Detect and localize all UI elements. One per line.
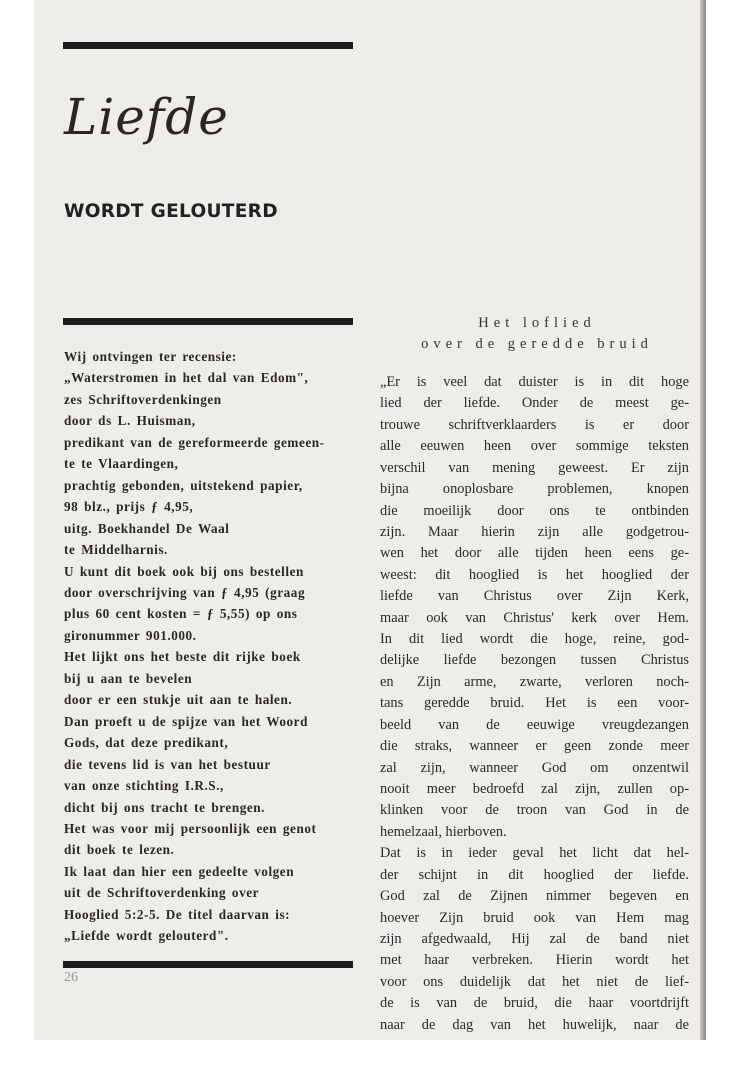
body-line: wen het door alle tijden heen eens ge- bbox=[380, 545, 689, 562]
intro-line: die tevens lid is van het bestuur bbox=[64, 756, 271, 772]
intro-line: door ds L. Huisman, bbox=[64, 413, 196, 429]
body-line: maar ook van Christus' kerk over Hem. bbox=[380, 609, 689, 626]
body-line: beeld van de eeuwige vreugdezangen bbox=[380, 716, 689, 733]
intro-line: Ik laat dan hier een gedeelte volgen bbox=[64, 863, 295, 879]
body-line: zijn afgedwaald, Hij zal de band niet bbox=[380, 930, 689, 947]
body-line: Dat is in ieder geval het licht dat hel- bbox=[380, 845, 689, 862]
section-rule bbox=[63, 318, 353, 325]
section-heading-line-1: Het loflied bbox=[478, 315, 596, 331]
intro-line: door overschrijving van ƒ 4,95 (graag bbox=[64, 584, 306, 600]
body-line: die moeilijk door ons te ontbinden bbox=[380, 502, 689, 519]
intro-line: dit boek te lezen. bbox=[64, 842, 175, 858]
intro-line: te Middelharnis. bbox=[64, 542, 168, 558]
body-line: nooit meer bedroefd zal zijn, zullen op- bbox=[380, 781, 689, 798]
intro-line: door er een stukje uit aan te halen. bbox=[64, 692, 293, 708]
intro-line: prachtig gebonden, uitstekend papier, bbox=[64, 477, 303, 493]
body-line: zijn. Maar hierin zijn alle godgetrou- bbox=[380, 523, 689, 540]
intro-line: predikant van de gereformeerde gemeen- bbox=[64, 434, 325, 450]
intro-line: uitg. Boekhandel De Waal bbox=[64, 520, 230, 536]
intro-line: van onze stichting I.R.S., bbox=[64, 778, 224, 794]
intro-line: zes Schriftoverdenkingen bbox=[64, 391, 222, 407]
body-line: en Zijn arme, zwarte, verloren noch- bbox=[380, 673, 689, 690]
intro-line: gironummer 901.000. bbox=[64, 627, 197, 643]
section-heading-line-2: over de geredde bruid bbox=[421, 336, 653, 352]
body-line: klinken voor de troon van God in de bbox=[380, 802, 689, 819]
top-rule bbox=[63, 42, 353, 49]
intro-line: Gods, dat deze predikant, bbox=[64, 735, 229, 751]
intro-line: bij u aan te bevelen bbox=[64, 670, 193, 686]
intro-line: Hooglied 5:2-5. De titel daarvan is: bbox=[64, 906, 291, 922]
intro-line: U kunt dit boek ook bij ons bestellen bbox=[64, 563, 304, 579]
intro-line: „Waterstromen in het dal van Edom", bbox=[64, 370, 309, 386]
body-line: bijna onoplosbare problemen, knopen bbox=[380, 481, 689, 498]
page-edge-shadow bbox=[700, 0, 706, 1040]
body-line: lied der liefde. Onder de meest ge- bbox=[380, 395, 689, 412]
body-line: tans geredde bruid. Het is een voor- bbox=[380, 695, 689, 712]
body-line: delijke liefde bezongen tussen Christus bbox=[380, 652, 689, 669]
body-line: hoever Zijn bruid ook van Hem mag bbox=[380, 909, 689, 926]
body-line: verschil van mening geweest. Er zijn bbox=[380, 459, 689, 476]
body-line: „Er is veel dat duister is in dit hoge bbox=[380, 374, 689, 390]
body-line: God zal de Zijnen nimmer begeven en bbox=[380, 888, 689, 905]
body-line: der schijnt in dit hooglied der liefde. bbox=[380, 866, 689, 883]
body-paragraph bbox=[380, 372, 689, 843]
bottom-rule bbox=[63, 961, 353, 968]
article-subtitle: WORDT GELOUTERD bbox=[64, 201, 278, 222]
body-line: voor ons duidelijk dat het niet de lief- bbox=[380, 973, 689, 990]
body-line: hemelzaal, hierboven. bbox=[380, 823, 507, 840]
page-number: 26 bbox=[64, 970, 78, 985]
intro-line: plus 60 cent kosten = ƒ 5,55) op ons bbox=[64, 606, 298, 622]
review-intro-column bbox=[64, 346, 354, 947]
intro-line: 98 blz., prijs ƒ 4,95, bbox=[64, 499, 194, 515]
article-body-column bbox=[380, 372, 689, 1036]
body-line: de is van de bruid, die haar voortdrijft bbox=[380, 995, 689, 1012]
body-line: met haar verbreken. Hierin wordt het bbox=[380, 952, 689, 969]
body-line: weest: dit hooglied is het hooglied der bbox=[380, 566, 689, 583]
intro-line: Wij ontvingen ter recensie: bbox=[64, 349, 237, 364]
body-line: liefde van Christus over Zijn Kerk, bbox=[380, 588, 689, 605]
intro-line: uit de Schriftoverdenking over bbox=[64, 885, 260, 901]
intro-line: Het lijkt ons het beste dit rijke boek bbox=[64, 649, 301, 665]
intro-line: Het was voor mij persoonlijk een genot bbox=[64, 820, 317, 836]
body-line: naar de dag van het huwelijk, naar de bbox=[380, 1016, 689, 1033]
body-line: trouwe schriftverklaarders is er door bbox=[380, 416, 689, 433]
body-paragraph bbox=[380, 843, 689, 1036]
intro-line: dicht bij ons tracht te brengen. bbox=[64, 799, 265, 815]
intro-line: Dan proeft u de spijze van het Woord bbox=[64, 713, 308, 729]
intro-line: te te Vlaardingen, bbox=[64, 456, 179, 472]
body-line: zal zijn, wanneer God om onzentwil bbox=[380, 759, 689, 776]
body-line: die straks, wanneer er geen zonde meer bbox=[380, 738, 689, 755]
body-line: In dit lied wordt die hoge, reine, god- bbox=[380, 631, 689, 648]
intro-line: „Liefde wordt gelouterd". bbox=[64, 928, 229, 944]
body-line: alle eeuwen heen over sommige teksten bbox=[380, 438, 689, 455]
article-title-script: Liefde bbox=[64, 88, 229, 146]
